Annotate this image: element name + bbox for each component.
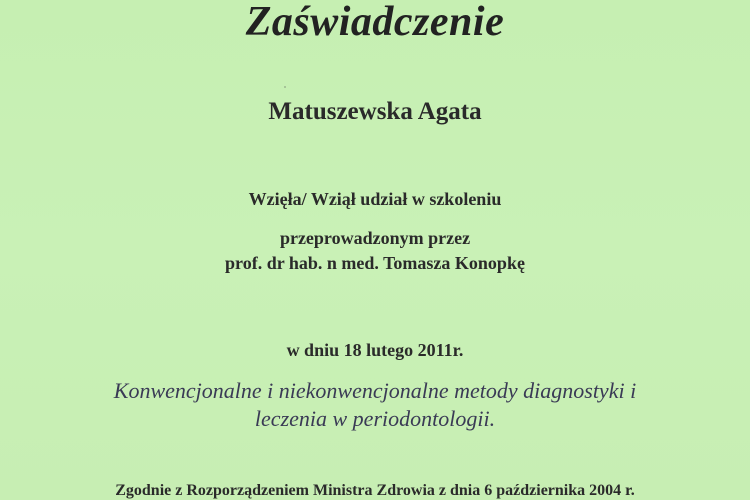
paper-speck (284, 86, 286, 88)
recipient-name: Matuszewska Agata (268, 98, 482, 125)
course-title-line-1: Konwencjonalne i niekonwencjonalne metody diagnostyki i (113, 378, 637, 403)
conducted-by-intro: przeprowadzonym przez (279, 228, 471, 248)
regulation-footer: Zgodnie z Rozporządzeniem Ministra Zdrowia z dnia 6 października 2004 r. (115, 482, 635, 499)
course-title-line-2: leczenia w periodontologii. (254, 406, 496, 431)
participation-text: Wzięła/ Wziął udział w szkoleniu (248, 189, 502, 209)
instructor-name: prof. dr hab. n med. Tomasza Konopkę (225, 253, 525, 273)
training-date: w dniu 18 lutego 2011r. (286, 340, 464, 360)
certificate-title: Zaświadczenie (245, 0, 505, 45)
